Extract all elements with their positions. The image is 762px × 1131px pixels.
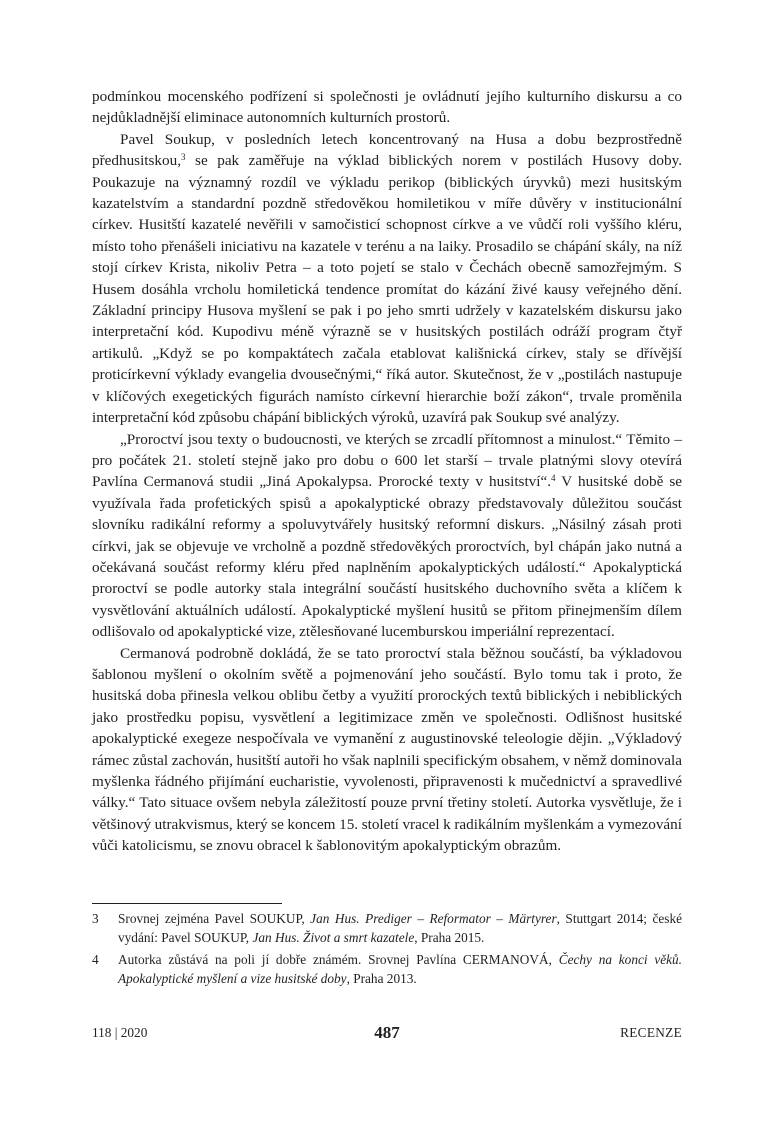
footnote <box>92 909 682 948</box>
footnote-reference: 3 <box>181 152 186 163</box>
footnote-separator <box>92 903 282 904</box>
text-run: se pak zaměřuje na výklad biblických norem v postilách Husovy doby. Poukazuje na významný rozdíl ve výkladu perikop (biblických úryvků) mezi husitským kazatelstvím a standardní pozdně středověkou homiletikou v míře důvěry v institucionální církev. Husitští kazatelé nevěřili v samočisticí schopnost církve a ve vůdčí roli vyššího kléru, místo toho přenášeli iniciativu na kazatele v terénu a na laiky. Prosadilo se chápání skály, na níž stojí církev Krista, nikoliv Petra – a toto pojetí se stalo v Čechách obecně samozřejmým. S Husem dosáhla vrcholu homiletická tendence promítat do kázání živé kausy veřejného dění. Základní principy Husova myšlení se pak i po jeho smrti udržely v kazatelském diskursu jako interpretační kód. Kupodivu méně výrazně se v husitských postilách odráží program čtyř artikulů. „Když se po kompaktátech začala etablovat kališnická církev, staly se dřívější proticírkevní výklady evangelia dvousečnými,“ říká autor. Skutečnost, že v „postilách nastupuje v klíčových exegetických figurách namísto církevní hierarchie boží zákon“, trvale proměnila interpretační kód způsobu chápání biblických výroků, uzavírá pak Soukup své analýzy. <box>92 152 682 427</box>
text-run: , Stuttgart 2014; české vydání: Pavel SOUKUP, <box>118 911 682 946</box>
footnote-number: 3 <box>92 911 99 926</box>
text-run: Cermanová podrobně dokládá, že se tato proroctví stala běžnou součástí, ba výkladovou šablonou myšlení o okolním světě a pojmenování jeho součástí. Bylo tomu tak i proto, že husitská doba přinesla velkou oblibu četby a využití prorockých textů biblických i nebiblických jako prostředku popisu, vysvětlení a legitimizace změn ve společnosti. Odlišnost husitské apokalyptické exegeze nespočívala ve vymanění z augustinovské teleologie dějin. „Výkladový rámec zůstal zachován, husitští autoři ho však naplnili specifickým obsahem, v němž dominovala myšlenka řádného přijímání eucharistie, vyvolenosti, připravenosti k mučednictví a spravedlivé války.“ Tato situace ovšem nebyla záležitostí pouze první třetiny století. Autorka vysvětluje, že i většinový utrakvismus, který se koncem 15. století vracel k radikálním myšlenkám a vymezování vůči katolicismu, se znovu obracel k šablonovitým apokalyptickým obrazům. <box>92 644 682 855</box>
footnote-reference: 4 <box>551 473 556 484</box>
text-run: Srovnej zejména Pavel SOUKUP, <box>118 911 311 926</box>
italic-title: Jan Hus. Prediger – Reformator – Märtyrer <box>310 911 557 926</box>
section-label: RECENZE <box>620 1025 682 1040</box>
italic-title: Jan Hus. Život a smrt kazatele <box>252 930 415 946</box>
issue-label: 118 | 2020 <box>92 1025 148 1040</box>
text-run: podmínkou mocenského podřízení si společnosti je ovládnutí jejího kulturního diskursu a co nejdůkladnější eliminace autonomních kulturních prostorů. <box>92 88 682 127</box>
text-run: „Proroctví jsou texty o budoucnosti, ve kterých se zrcadlí přítomnost a minulost.“ Těmito – pro počátek 21. století stejně jako pro dobu o 600 let starší – trvale platnými slovy otevírá Pavlína Cermanová studii „Jiná Apokalypsa. Prorocké texty v husitství“. <box>92 430 682 491</box>
page-number: 487 <box>374 1023 400 1042</box>
text-run: Pavel Soukup, v posledních letech koncentrovaný na Husa a dobu bezprostředně předhusitskou, <box>92 130 682 170</box>
paragraph <box>92 129 682 429</box>
footnotes <box>92 909 682 991</box>
footnote-text <box>118 950 682 989</box>
italic-title: Čechy na konci věků. Apokalyptické myšlení a vize husitské doby <box>118 951 683 987</box>
footnote <box>92 950 682 989</box>
text-run: Autorka zůstává na poli jí dobře známém. Srovnej Pavlína CERMANOVÁ, <box>118 951 559 967</box>
text-run: , Praha 2013. <box>346 971 417 987</box>
footnote-number: 4 <box>92 951 99 967</box>
text-run: V husitské době se využívala řada profetických spisů a apokalyptické obrazy představovaly důležitou součást slovníku radikální reformy a spoluvytvářely husitský reformní diskurs. „Násilný zásah proti církvi, jak se objevuje ve vrcholně a pozdně středověkých proroctvích, byl chápán jako nutná a očekávaná součást reformy kléru před naplněním apokalyptických událostí.“ Apokalyptická proroctví se podle autorky stala integrální součástí husitského duchovního světa a klíčem k vysvětlování aktuálních událostí. Apokalyptické myšlení husitů se přitom přinejmenším dílem odlišovalo od apokalyptické vize, ztělesňované lucemburskou imperiální reprezentací. <box>92 473 683 641</box>
text-run: , Praha 2015. <box>414 930 485 946</box>
body-text <box>92 86 682 857</box>
page-footer <box>92 1023 682 1045</box>
main-text-column <box>92 86 682 857</box>
footnote-text <box>118 909 682 948</box>
paragraph <box>92 429 682 643</box>
paragraph <box>92 643 682 857</box>
paragraph <box>92 86 682 129</box>
